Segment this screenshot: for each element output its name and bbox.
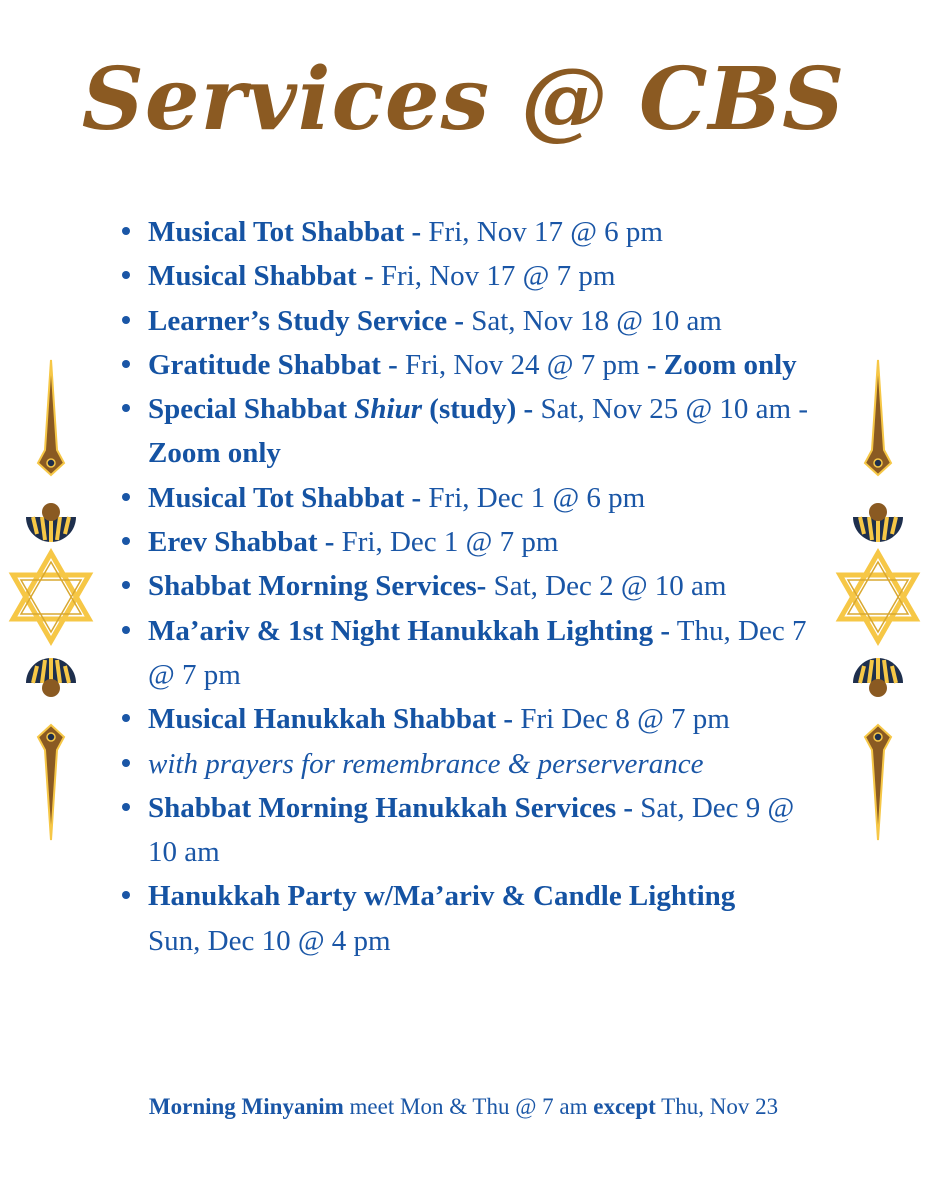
service-time: Sat, Dec 9 @ 10 am (148, 791, 795, 869)
service-note: with prayers for remembrance & perserverance (148, 747, 704, 780)
service-time: Sat, Nov 25 @ 10 am - (533, 393, 808, 426)
service-name: Musical Hanukkah Shabbat - (148, 703, 514, 736)
list-item (118, 254, 808, 298)
list-item (118, 564, 808, 608)
list-item-note (118, 742, 808, 786)
service-name: Musical Shabbat - (148, 260, 374, 293)
service-time: Fri, Nov 24 @ 7 pm (397, 348, 647, 381)
service-name: Musical Tot Shabbat - (148, 216, 422, 248)
service-name: Shabbat Morning Hanukkah Services - (148, 791, 634, 824)
list-item (118, 343, 808, 387)
star-of-david-icon (13, 553, 89, 641)
spike-icon (865, 360, 891, 475)
footer-except: except (593, 1094, 656, 1119)
service-name: Musical Tot Shabbat - (148, 481, 422, 514)
service-time: Sun, Dec 10 @ 4 pm (148, 924, 391, 957)
service-name: Ma’ariv & 1st Night Hanukkah Lighting - (148, 614, 671, 647)
fan-icon (26, 658, 76, 697)
fan-icon (853, 658, 903, 697)
footer-label: Morning Minyanim (148, 1094, 344, 1119)
service-extra: Zoom only (148, 437, 281, 470)
list-item (118, 476, 808, 520)
list-item (118, 520, 808, 564)
services-list (118, 210, 808, 963)
list-item (118, 299, 808, 343)
service-time: Sat, Dec 2 @ 10 am (486, 570, 727, 603)
service-name: Shabbat Morning Services- (148, 570, 487, 603)
service-time: Fri, Dec 1 @ 7 pm (334, 526, 559, 559)
service-time: Fri Dec 8 @ 7 pm (513, 703, 730, 736)
list-item (118, 387, 808, 476)
star-of-david-icon (840, 553, 916, 641)
service-time: Sat, Nov 18 @ 10 am (463, 304, 722, 337)
list-item (118, 874, 808, 963)
service-time: Fri, Nov 17 @ 6 pm (421, 216, 663, 248)
spike-icon (38, 360, 64, 475)
page-title: Services @ CBS (81, 49, 846, 150)
footer-note: Morning Minyanim meet Mon & Thu @ 7 am except Thu, Nov 23 (148, 1094, 779, 1119)
service-time: Fri, Nov 17 @ 7 pm (373, 260, 616, 293)
right-ornament (828, 355, 927, 845)
fan-icon (26, 503, 76, 542)
service-extra: - Zoom only (646, 348, 797, 381)
service-name: Special Shabbat Shiur (study) - (148, 393, 534, 426)
fan-icon (853, 503, 903, 542)
service-name: Erev Shabbat - (148, 526, 335, 559)
list-item (118, 210, 808, 254)
list-item (118, 697, 808, 741)
service-time: Thu, Dec 7 @ 7 pm (148, 614, 807, 691)
spike-icon (38, 725, 64, 840)
service-name: Learner’s Study Service - (148, 304, 464, 337)
service-name: Gratitude Shabbat - (148, 348, 398, 381)
service-time: Fri, Dec 1 @ 6 pm (421, 481, 646, 514)
left-ornament (1, 355, 101, 845)
service-name: Hanukkah Party w/Ma’ariv & Candle Lighting (148, 880, 736, 913)
list-item (118, 609, 808, 698)
spike-icon (865, 725, 891, 840)
list-item (118, 786, 808, 875)
